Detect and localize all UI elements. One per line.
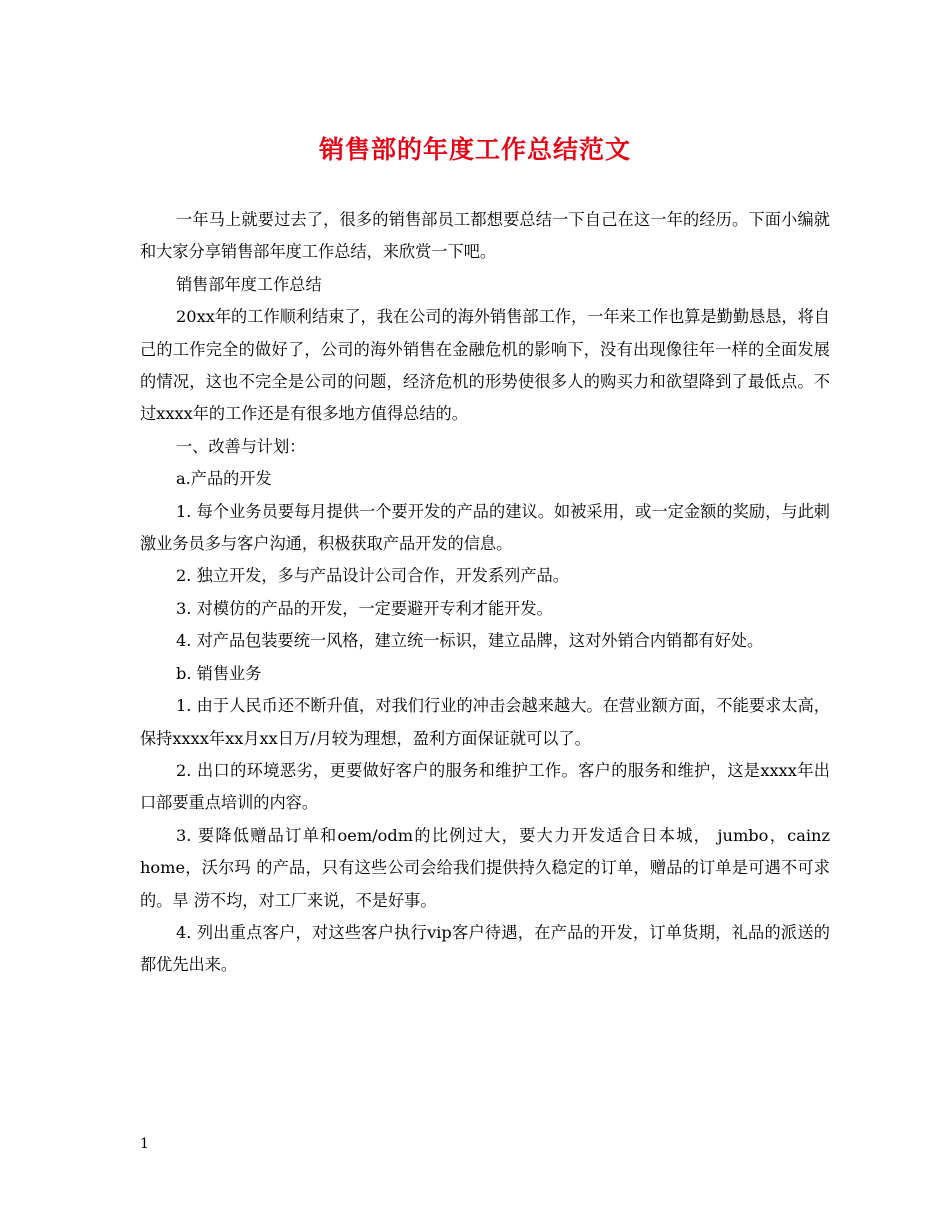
document-body bbox=[140, 204, 830, 982]
list-item: 3. 要降低赠品订单和oem/odm的比例过大，要大力开发适合日本城， jumbo，cainz home，沃尔玛 的产品，只有这些公司会给我们提供持久稳定的订单，赠品的订单是可遇不可求的。旱 涝不均，对工厂来说，不是好事。 bbox=[140, 825, 830, 910]
list-item: 3. 对模仿的产品的开发，一定要避开专利才能开发。 bbox=[176, 598, 553, 618]
list-item: 2. 出口的环境恶劣，更要做好客户的服务和维护工作。客户的服务和维护，这是xxxx年出口部要重点培训的内容。 bbox=[140, 760, 830, 813]
list-item: 1. 由于人民币还不断升值，对我们行业的冲击会越来越大。在营业额方面，不能要求太高，保持xxxx年xx月xx日万/月较为理想，盈利方面保证就可以了。 bbox=[140, 696, 830, 748]
subsection-heading-sales: b. 销售业务 bbox=[176, 663, 262, 683]
section-heading-improvement: 一、改善与计划： bbox=[176, 436, 306, 456]
list-item: 2. 独立开发，多与产品设计公司合作，开发系列产品。 bbox=[176, 566, 569, 586]
paragraph-subtitle: 销售部年度工作总结 bbox=[176, 274, 322, 294]
list-item: 4. 对产品包装要统一风格，建立统一标识，建立品牌，这对外销合内销都有好处。 bbox=[176, 631, 764, 651]
document-title: 销售部的年度工作总结范文 bbox=[318, 135, 631, 164]
page-number: 1 bbox=[140, 1136, 149, 1152]
list-item: 1. 每个业务员要每月提供一个要开发的产品的建议。如被采用，或一定金额的奖励，与此刺激业务员多与客户沟通，积极获取产品开发的信息。 bbox=[140, 501, 830, 554]
subsection-heading-product: a.产品的开发 bbox=[176, 469, 272, 489]
paragraph-overview: 20xx年的工作顺利结束了，我在公司的海外销售部工作，一年来工作也算是勤勤恳恳，将自己的工作完全的做好了，公司的海外销售在金融危机的影响下，没有出现像往年一样的全面发展的情况，这也不完全是公司的问题，经济危机的形势使很多人的购买力和欲望降到了最低点。不过xxxx年的工作还是有很多地方值得总结的。 bbox=[140, 307, 830, 424]
paragraph-intro: 一年马上就要过去了，很多的销售部员工都想要总结一下自己在这一年的经历。下面小编就和大家分享销售部年度工作总结，来欣赏一下吧。 bbox=[140, 210, 830, 262]
list-item: 4. 列出重点客户，对这些客户执行vip客户待遇，在产品的开发，订单货期，礼品的派送的都优先出来。 bbox=[140, 922, 830, 975]
